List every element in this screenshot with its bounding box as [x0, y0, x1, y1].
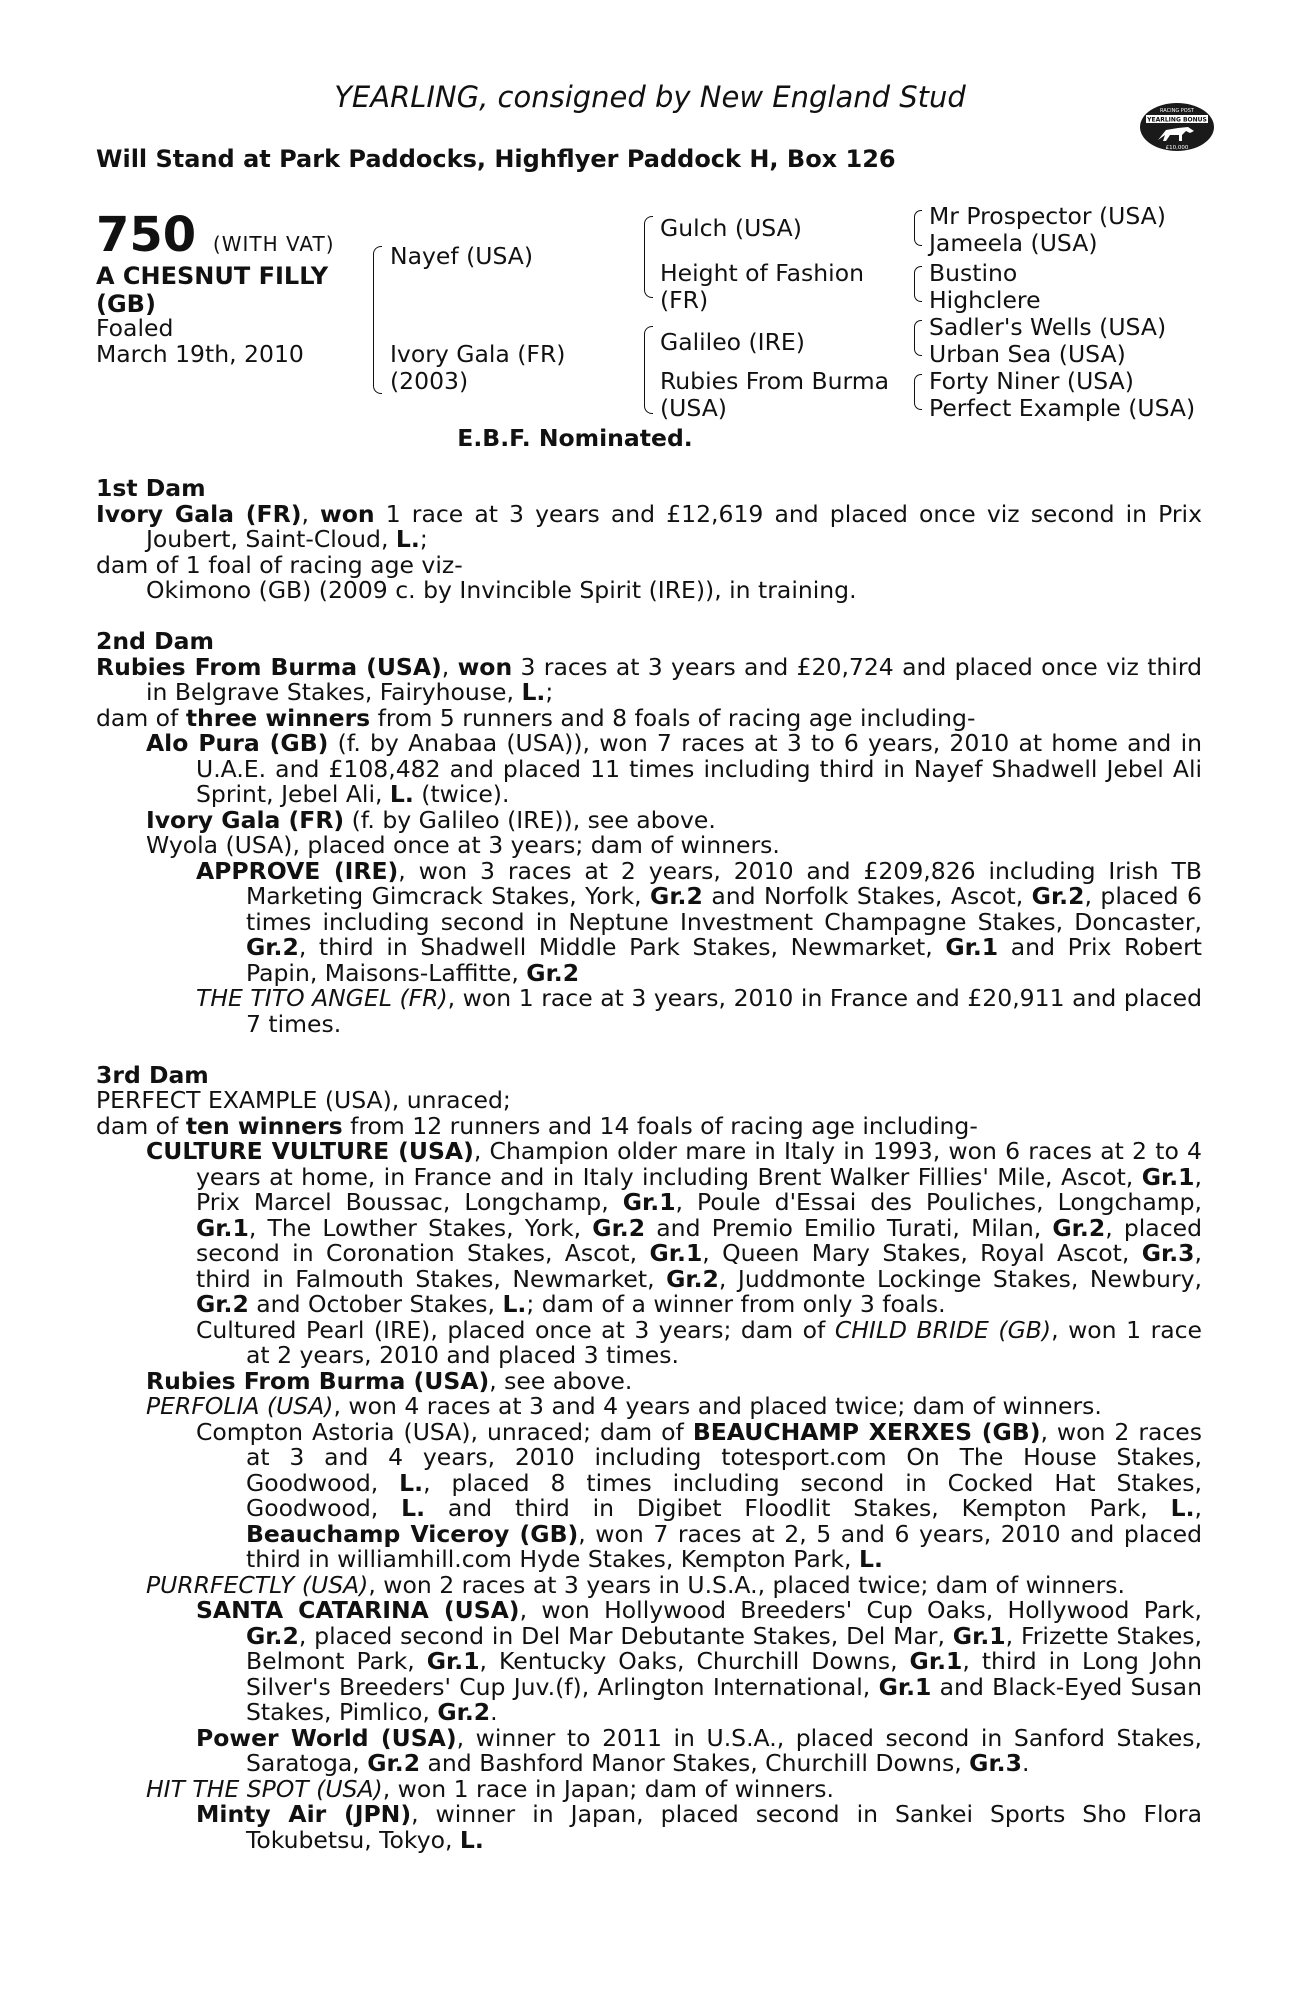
second-dam-heading: 2nd Dam: [96, 627, 214, 655]
ped-dam-dam-line1: Rubies From Burma: [660, 367, 890, 395]
text: , see above.: [489, 1366, 633, 1395]
grade-mark: Gr.1: [426, 1647, 480, 1675]
second-dam-text: 3 races at 3 years and £20,724 and placed once viz third in Belgrave Stakes, Fairyhouse,: [146, 652, 1202, 706]
text: , Kentucky Oaks, Churchill Downs,: [479, 1647, 910, 1675]
punct: .: [1021, 1749, 1030, 1777]
ped-sire-sire: Gulch (USA): [660, 214, 802, 242]
grade-mark: Gr.2: [437, 1698, 491, 1726]
text: , won 2 races at 3 years in U.S.A., placed twice; dam of winners.: [368, 1570, 1126, 1599]
winners-count: three winners: [185, 703, 371, 732]
listed-mark: L.: [401, 1494, 426, 1522]
yearling-bonus-logo: [1138, 97, 1216, 153]
ped-sdd: Highclere: [929, 286, 1041, 314]
text: and Black-Eyed Susan Stakes, Pimlico,: [246, 1672, 1202, 1726]
foaled-label: Foaled: [96, 314, 174, 342]
brace-sire: [644, 216, 653, 298]
horse-name-line1: A CHESNUT FILLY: [96, 262, 329, 290]
first-dam-heading: 1st Dam: [96, 474, 206, 502]
grade-mark: Gr.2: [196, 1290, 249, 1318]
first-dam-entry: Ivory Gala (FR), won 1 race at 3 years and £12,619 and placed once viz second in Prix Joubert, Saint-Cloud, L.;: [96, 499, 1202, 553]
listed-mark: L.: [502, 1290, 527, 1318]
grade-mark: Gr.2: [666, 1264, 719, 1293]
lot-number-value: 750: [96, 207, 197, 263]
badge-line2: YEARLING BONUS: [1147, 116, 1207, 124]
grade-mark: Gr.1: [952, 1621, 1006, 1650]
grade-mark: Gr.1: [945, 933, 999, 961]
grade-mark: Gr.1: [1141, 1162, 1195, 1191]
text: ; dam of a winner from only 3 foals.: [526, 1290, 946, 1318]
text: , Queen Mary Stakes, Royal Ascot,: [702, 1239, 1142, 1267]
ped-dam-line2: (2003): [390, 367, 469, 395]
text: , won 2 races at 3 and 4 years, 2010 including totesport.com On The House Stakes, Goodwood,: [246, 1417, 1202, 1497]
third-dam-line1: PERFECT EXAMPLE (USA), unraced;: [96, 1086, 511, 1114]
grade-mark: Gr.2: [367, 1749, 421, 1777]
ped-ddd: Perfect Example (USA): [929, 394, 1196, 422]
first-dam-won: won: [320, 499, 375, 528]
text: , winner to 2011 in U.S.A., placed second in Sanford Stakes, Saratoga,: [246, 1723, 1203, 1777]
text: , won 1 race at 2 years, 2010 and placed 3 times.: [246, 1315, 1203, 1369]
vat-label: (WITH VAT): [212, 232, 335, 256]
listed-mark: L.: [1170, 1494, 1195, 1522]
ped-sss: Mr Prospector (USA): [929, 202, 1166, 230]
horse-name: Alo Pura (GB): [146, 729, 329, 757]
brace-sd: [914, 266, 922, 302]
ped-ssd: Jameela (USA): [929, 229, 1098, 257]
grade-mark: Gr.2: [246, 1621, 299, 1650]
horse-name: SANTA CATARINA (USA): [196, 1596, 520, 1624]
text: , Prix Marcel Boussac, Longchamp,: [196, 1162, 1202, 1216]
horse-name: CHILD BRIDE (GB): [834, 1315, 1052, 1344]
text: ,: [1194, 1494, 1202, 1522]
listed-mark: L.: [459, 1825, 484, 1854]
second-dam-name: Rubies From Burma (USA): [96, 652, 442, 681]
text: dam of: [96, 703, 186, 732]
third-dam-heading: 3rd Dam: [96, 1060, 209, 1089]
brace-main: [373, 246, 382, 394]
alo-pura-entry: [96, 731, 1202, 808]
text: , Poule d'Essai des Pouliches, Longchamp,: [675, 1188, 1203, 1216]
grade-mark: Gr.2: [246, 933, 299, 961]
brace-dd: [914, 374, 922, 410]
text: and Prix Robert Papin, Maisons-Laffitte,: [246, 933, 1202, 987]
text: and October Stakes,: [248, 1290, 503, 1318]
grade-mark: Gr.1: [622, 1188, 676, 1216]
brace-ds: [914, 320, 922, 356]
horse-name: Power World (USA): [196, 1723, 457, 1752]
okimono-entry: Okimono (GB) (2009 c. by Invincible Spirit (IRE)), in training.: [146, 576, 857, 604]
horse-name: CULTURE VULTURE (USA): [146, 1137, 474, 1165]
text: , won Hollywood Breeders' Cup Oaks, Hollywood Park,: [519, 1596, 1203, 1624]
horse-name: THE TITO ANGEL (FR): [196, 984, 448, 1012]
first-dam-text: 1 race at 3 years and £12,619 and placed once viz second in Prix Joubert, Saint-Cloud,: [146, 499, 1202, 553]
stand-location: Will Stand at Park Paddocks, Highflyer Paddock H, Box 126: [96, 145, 896, 173]
grade-mark: Gr.1: [196, 1213, 249, 1242]
horse-name: BEAUCHAMP XERXES (GB): [692, 1417, 1041, 1446]
tito-angel-entry: [96, 986, 1202, 1037]
culture-vulture-entry: [96, 1139, 1202, 1318]
listed-mark: L.: [389, 780, 414, 808]
perfolia-entry: [96, 1394, 1202, 1420]
text: , third in Shadwell Middle Park Stakes, Newmarket,: [298, 933, 946, 961]
horse-name: Ivory Gala (FR): [146, 805, 345, 834]
grade-mark: Gr.1: [878, 1672, 932, 1701]
text: and Bashford Manor Stakes, Churchill Downs,: [420, 1749, 970, 1777]
text: (f. by Anabaa (USA)), won 7 races at 3 to 6 years, 2010 at home and in U.A.E. and £108,482 and placed 11 times including third in Nayef Shadwell Jebel Ali Sprint, Jebel Ali,: [196, 729, 1202, 808]
second-dam-offspring-summary: [96, 703, 1202, 732]
punct: ;: [419, 525, 428, 553]
text: (f. by Galileo (IRE)), see above.: [344, 805, 716, 834]
text: , won 7 races at 2, 5 and 6 years, 2010 and placed third in williamhill.com Hyde Stakes, Kempton Park,: [246, 1519, 1202, 1573]
text: , Juddmonte Lockinge Stakes, Newbury,: [718, 1264, 1202, 1293]
punct: .: [490, 1698, 498, 1726]
listed-mark: L.: [521, 678, 546, 706]
santa-catarina-entry: [96, 1598, 1202, 1726]
text: , third in Long John Silver's Breeders' Cup Juv.(f), Arlington International,: [246, 1647, 1202, 1701]
text: from 5 runners and 8 foals of racing age including-: [370, 703, 976, 732]
text: , placed second in Del Mar Debutante Stakes, Del Mar,: [298, 1621, 953, 1650]
ped-sire: Nayef (USA): [390, 242, 534, 270]
badge-line1: RACING POST: [1160, 108, 1194, 114]
first-dam-foals: dam of 1 foal of racing age viz-: [96, 550, 463, 579]
horse-name: Rubies From Burma (USA): [146, 1366, 490, 1395]
brace-dam: [644, 326, 653, 414]
text: , third in Falmouth Stakes, Newmarket,: [196, 1239, 1202, 1293]
first-dam-name: Ivory Gala (FR): [96, 499, 302, 528]
grade-mark: Gr.2: [526, 958, 580, 987]
catalogue-text: [96, 476, 1202, 1853]
text: , won 1 race in Japan; dam of winners.: [382, 1774, 834, 1803]
listed-mark: L.: [399, 1468, 424, 1497]
minty-air-entry: [96, 1802, 1202, 1853]
badge-line3: £10,000: [1165, 145, 1189, 151]
grade-mark: Gr.1: [649, 1239, 703, 1267]
text: dam of: [96, 1111, 186, 1140]
horse-name: Minty Air (JPN): [196, 1800, 412, 1828]
grade-mark: Gr.3: [1141, 1239, 1195, 1267]
text: Compton Astoria (USA), unraced; dam of: [196, 1417, 693, 1446]
listed-mark: L.: [395, 525, 420, 553]
grade-mark: Gr.2: [1052, 1213, 1106, 1242]
listed-mark: L.: [858, 1545, 883, 1573]
ivory-gala-entry: [96, 805, 1202, 834]
text: , placed 8 times including second in Cocked Hat Stakes, Goodwood,: [246, 1468, 1202, 1522]
horse-name: HIT THE SPOT (USA): [146, 1774, 383, 1803]
compton-astoria-entry: [96, 1417, 1202, 1573]
text: , winner in Japan, placed second in Sankei Sports Sho Flora Tokubetsu, Tokyo,: [246, 1800, 1202, 1854]
text: , won 1 race at 3 years, 2010 in France and £20,911 and placed 7 times.: [246, 984, 1202, 1038]
ped-dam-sire: Galileo (IRE): [660, 328, 805, 356]
text: and Premio Emilio Turati, Milan,: [645, 1213, 1053, 1242]
horse-name-line2: (GB): [96, 290, 156, 318]
ebf-nominated: E.B.F. Nominated.: [457, 424, 693, 452]
wyola-entry: Wyola (USA), placed once at 3 years; dam of winners.: [146, 831, 780, 859]
hit-the-spot-entry: [96, 1774, 1202, 1803]
ped-dsd: Urban Sea (USA): [929, 340, 1126, 368]
text: , won 3 races at 2 years, 2010 and £209,826 including Irish TB Marketing Gimcrack Stakes, York,: [246, 856, 1202, 910]
text: , Champion older mare in Italy in 1993, won 6 races at 2 to 4 years at home, in France and in Italy including Brent Walker Fillies' Mile, Ascot,: [196, 1137, 1202, 1191]
grade-mark: Gr.2: [650, 882, 703, 910]
cultured-pearl-entry: [96, 1315, 1203, 1369]
approve-entry: [96, 856, 1202, 987]
brace-ss: [914, 210, 922, 246]
ped-dds: Forty Niner (USA): [929, 367, 1134, 395]
purrfectly-entry: [96, 1570, 1202, 1599]
lot-number: [96, 207, 335, 269]
winners-count: ten winners: [185, 1111, 343, 1140]
text: Cultured Pearl (IRE), placed once at 3 years; dam of: [196, 1315, 835, 1344]
horse-name: APPROVE (IRE): [196, 856, 399, 885]
foaled-info: [96, 316, 304, 367]
second-dam-won: won: [457, 652, 513, 681]
grade-mark: Gr.2: [1031, 882, 1085, 910]
horse-name: PURRFECTLY (USA): [146, 1570, 369, 1599]
ped-sds: Bustino: [929, 259, 1018, 287]
text: (twice).: [413, 780, 510, 808]
grade-mark: Gr.2: [592, 1213, 646, 1242]
text: and third in Digibet Floodlit Stakes, Kempton Park,: [425, 1494, 1171, 1522]
text: , Frizette Stakes, Belmont Park,: [246, 1621, 1202, 1675]
ped-sire-dam-line1: Height of Fashion: [660, 259, 864, 287]
ped-sire-dam-line2: (FR): [660, 286, 709, 314]
text: , placed second in Coronation Stakes, Ascot,: [196, 1213, 1202, 1267]
ped-dam-dam-line2: (USA): [660, 394, 727, 422]
horse-name: [96, 262, 328, 318]
power-world-entry: [96, 1723, 1203, 1777]
text: , won 4 races at 3 and 4 years and placed twice; dam of winners.: [333, 1392, 1102, 1420]
punct: ;: [545, 678, 554, 706]
foaled-date: March 19th, 2010: [96, 339, 304, 368]
horse-name: PERFOLIA (USA): [146, 1392, 334, 1420]
page-title: YEARLING, consigned by New England Stud: [334, 80, 966, 114]
third-dam-offspring-summary: [96, 1111, 1202, 1140]
text: , The Lowther Stakes, York,: [248, 1213, 593, 1242]
ped-dss: Sadler's Wells (USA): [929, 313, 1167, 341]
second-dam-entry: Rubies From Burma (USA), won 3 races at 3 years and £20,724 and placed once viz third in Belgrave Stakes, Fairyhouse, L.;: [96, 652, 1202, 706]
ped-dam-line1: Ivory Gala (FR): [390, 340, 566, 368]
grade-mark: Gr.3: [969, 1749, 1022, 1777]
grade-mark: Gr.1: [909, 1647, 963, 1675]
horse-name: Beauchamp Viceroy (GB): [246, 1519, 579, 1548]
rubies-entry: [96, 1366, 1202, 1395]
text: , placed 6 times including second in Neptune Investment Champagne Stakes, Doncaster,: [246, 882, 1202, 936]
text: and Norfolk Stakes, Ascot,: [702, 882, 1032, 910]
text: from 12 runners and 14 foals of racing age including-: [342, 1111, 978, 1140]
